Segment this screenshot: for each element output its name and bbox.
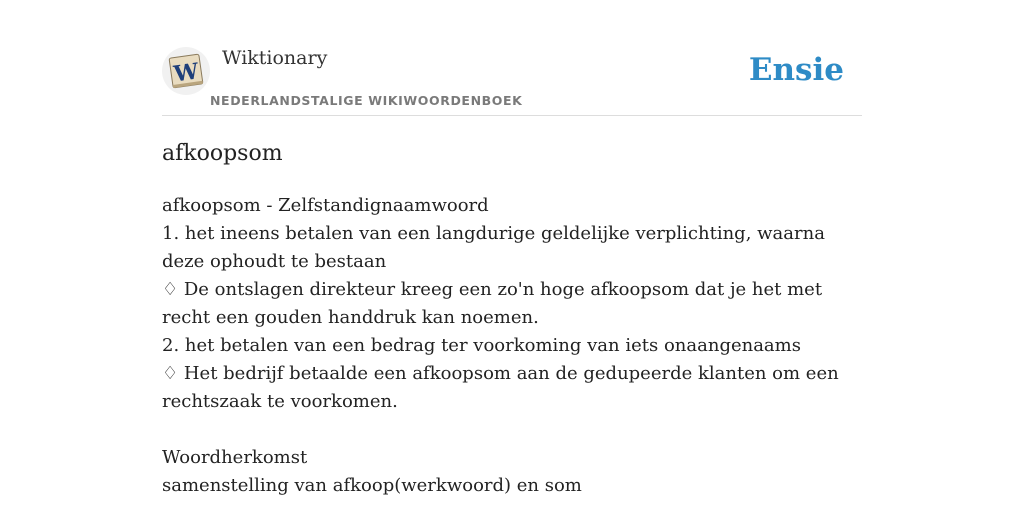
logo-letter: W <box>172 58 201 88</box>
definition-2: 2. het betalen van een bedrag ter voorkoming van iets onaangenaams <box>162 335 801 356</box>
definition-1: 1. het ineens betalen van een langdurige geldelijke verplichting, waarna deze ophoudt te bestaan <box>162 223 825 272</box>
page-title: afkoopsom <box>162 141 283 166</box>
wiktionary-logo[interactable] <box>162 47 210 95</box>
entry-content <box>162 192 852 500</box>
site-subtitle: NEDERLANDSTALIGE WIKIWOORDENBOEK <box>210 93 523 108</box>
example-2: ♢ Het bedrijf betaalde een afkoopsom aan de gedupeerde klanten om een rechtszaak te voorkomen. <box>162 363 839 412</box>
etymology-text: samenstelling van afkoop(werkwoord) en som <box>162 475 582 496</box>
ensie-brand-logo[interactable]: Ensie <box>748 52 844 88</box>
spacer <box>162 416 852 444</box>
header-divider <box>162 115 862 116</box>
site-name[interactable]: Wiktionary <box>222 47 328 69</box>
part-of-speech-line: afkoopsom - Zelfstandignaamwoord <box>162 195 489 216</box>
wiktionary-tile-icon <box>162 47 210 95</box>
etymology-heading: Woordherkomst <box>162 447 308 468</box>
example-1: ♢ De ontslagen direkteur kreeg een zo'n hoge afkoopsom dat je het met recht een gouden handdruk kan noemen. <box>162 279 823 328</box>
